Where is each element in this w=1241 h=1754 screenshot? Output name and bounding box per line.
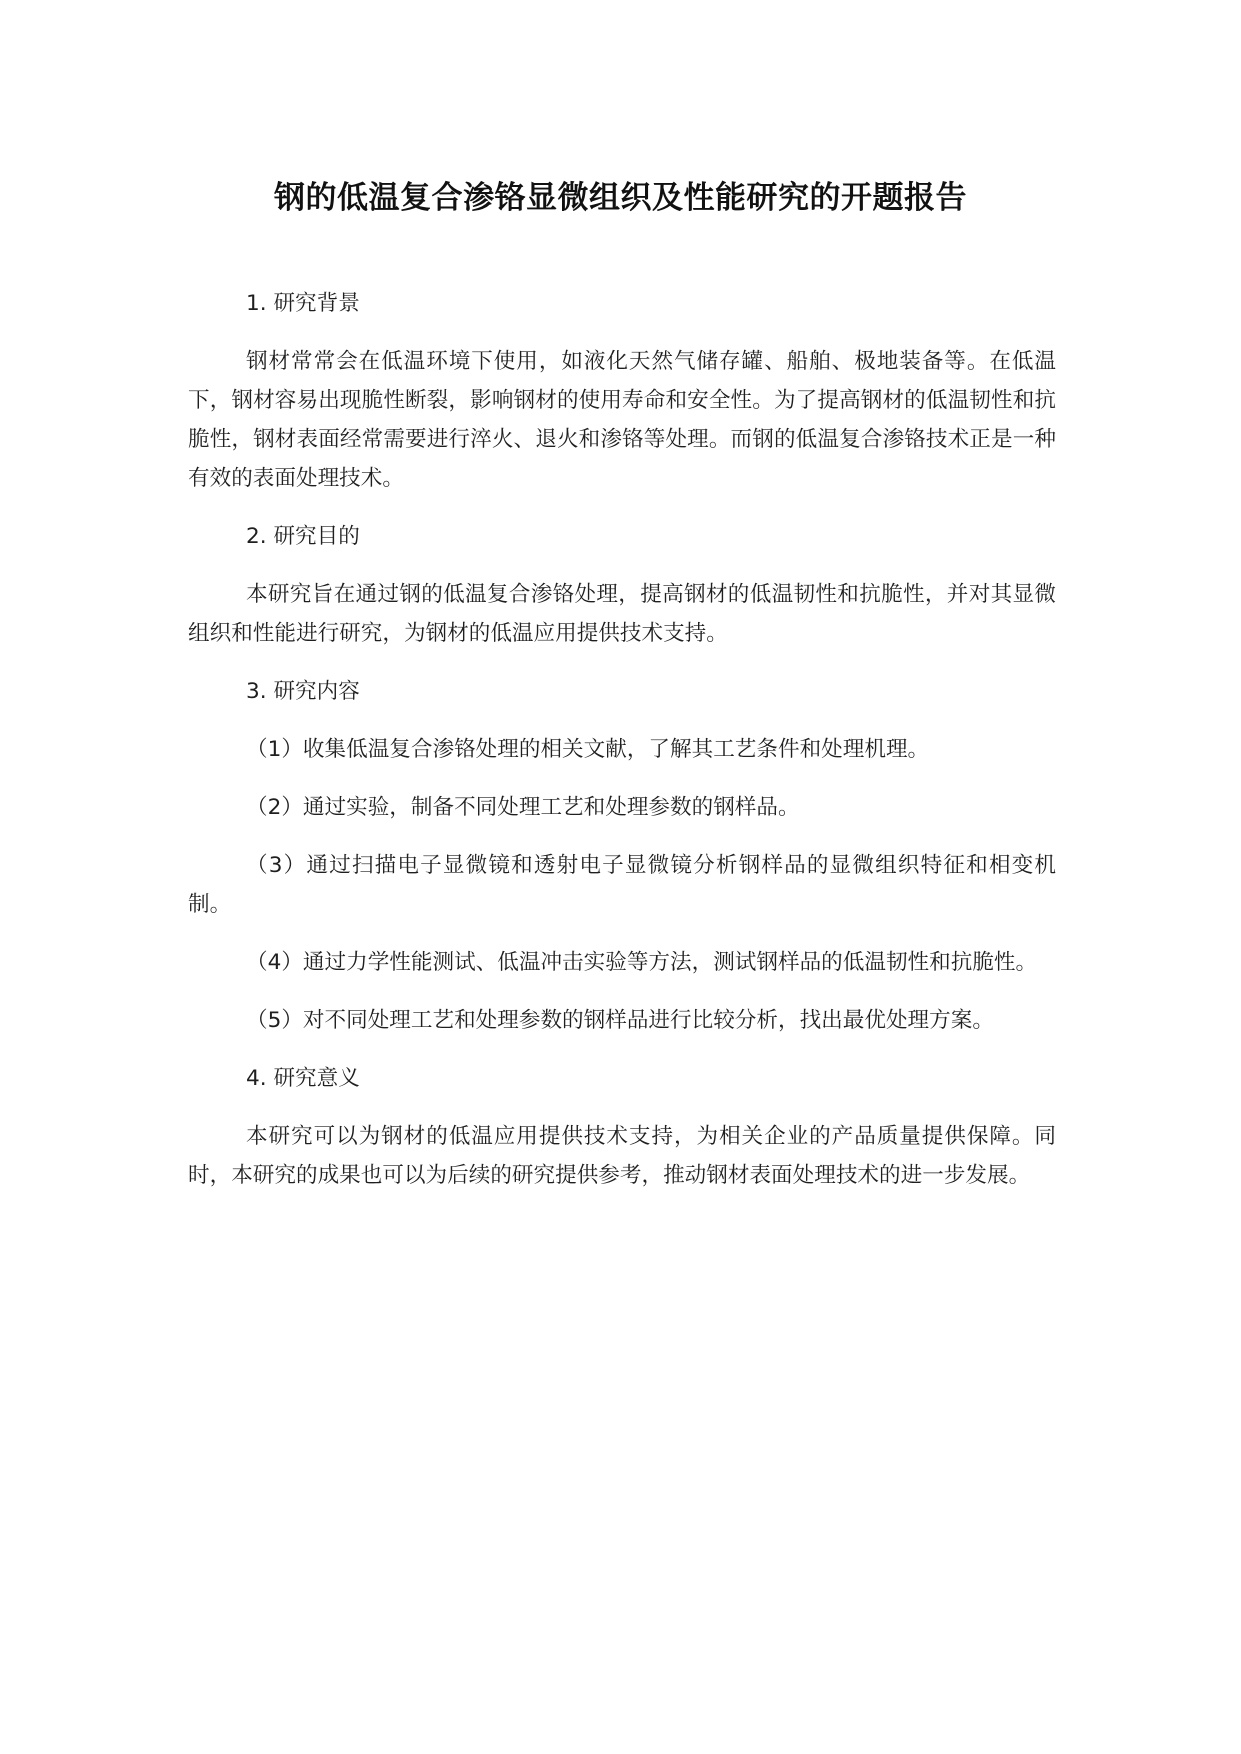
content-item-3: （3）通过扫描电子显微镜和透射电子显微镜分析钢样品的显微组织特征和相变机制。 <box>188 853 1056 917</box>
section-heading-purpose: 2. 研究目的 <box>246 524 360 549</box>
content-item-4: （4）通过力学性能测试、低温冲击实验等方法，测试钢样品的低温韧性和抗脆性。 <box>246 950 1038 975</box>
paragraph-background: 钢材常常会在低温环境下使用，如液化天然气储存罐、船舶、极地装备等。在低温下，钢材容易出现脆性断裂，影响钢材的使用寿命和安全性。为了提高钢材的低温韧性和抗脆性，钢材表面经常需要进行淬火、退火和渗铬等处理。而钢的低温复合渗铬技术正是一种有效的表面处理技术。 <box>188 349 1056 491</box>
document-body <box>188 284 1056 1214</box>
section-heading-content: 3. 研究内容 <box>246 679 360 704</box>
section-heading-significance: 4. 研究意义 <box>246 1066 360 1091</box>
paragraph-significance: 本研究可以为钢材的低温应用提供技术支持，为相关企业的产品质量提供保障。同时，本研究的成果也可以为后续的研究提供参考，推动钢材表面处理技术的进一步发展。 <box>188 1124 1056 1188</box>
content-item-5: （5）对不同处理工艺和处理参数的钢样品进行比较分析，找出最优处理方案。 <box>246 1008 994 1033</box>
content-item-2: （2）通过实验，制备不同处理工艺和处理参数的钢样品。 <box>246 795 800 820</box>
section-heading-background: 1. 研究背景 <box>246 291 360 316</box>
document-title: 钢的低温复合渗铬显微组织及性能研究的开题报告 <box>274 180 967 216</box>
content-item-1: （1）收集低温复合渗铬处理的相关文献，了解其工艺条件和处理机理。 <box>246 737 930 762</box>
paragraph-purpose: 本研究旨在通过钢的低温复合渗铬处理，提高钢材的低温韧性和抗脆性，并对其显微组织和性能进行研究，为钢材的低温应用提供技术支持。 <box>188 582 1056 646</box>
